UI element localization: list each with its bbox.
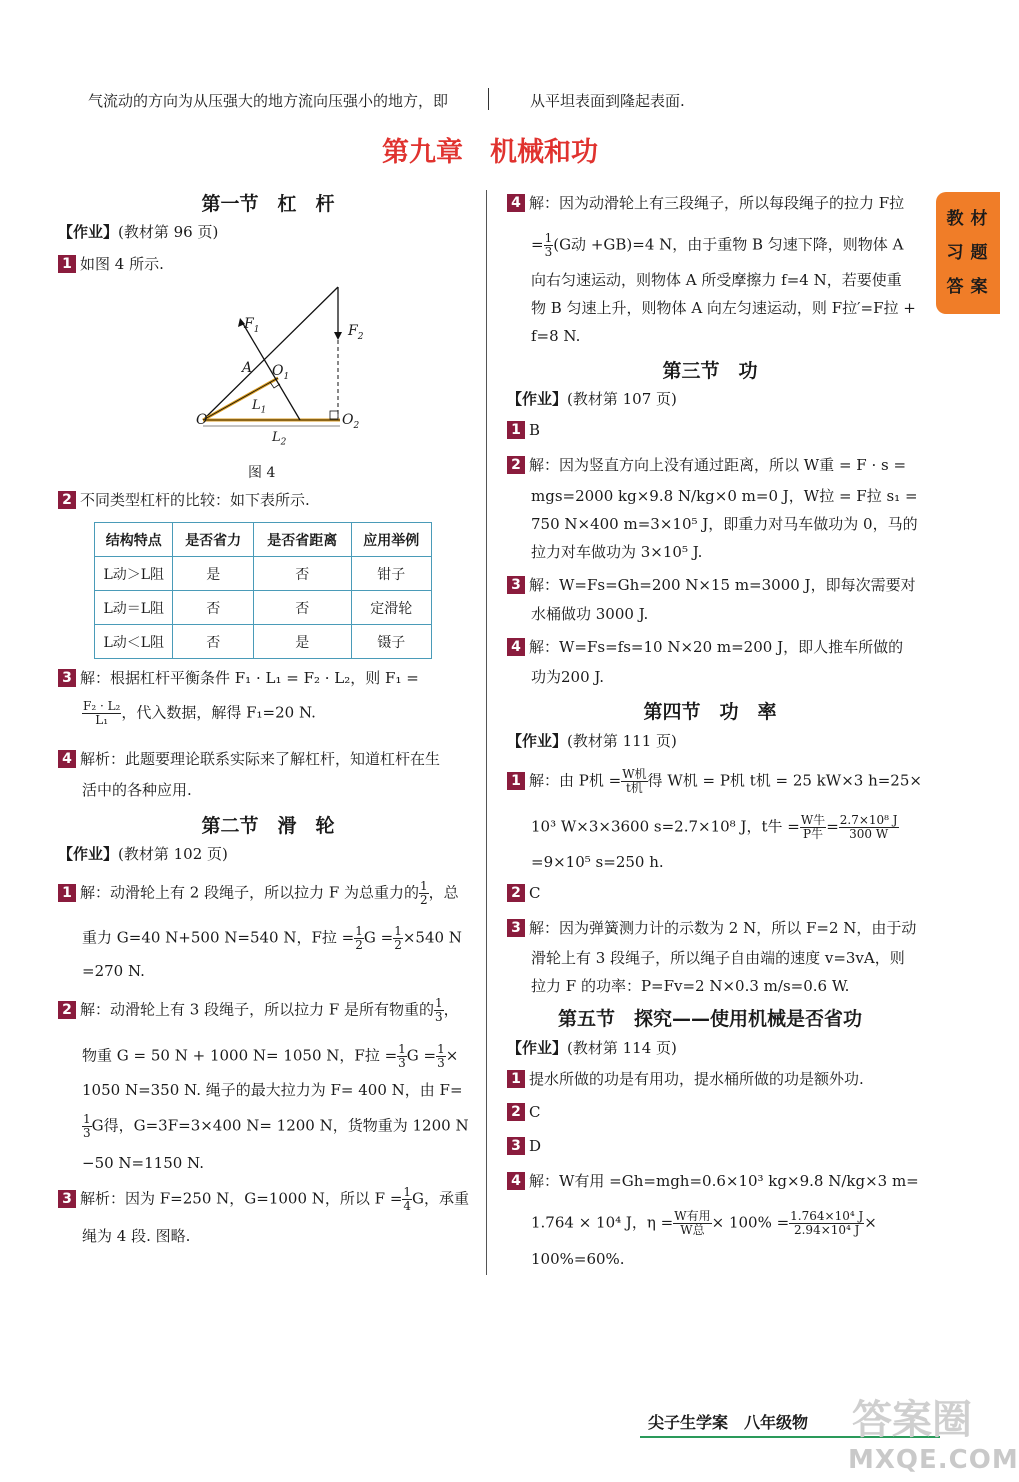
- label-O2: $O_2$: [342, 412, 360, 431]
- answer-line: −50 N=1150 N.: [82, 1154, 204, 1172]
- answer-item: 1 B: [507, 420, 540, 440]
- table-header: 结构特点: [95, 523, 173, 557]
- answer-item: 4 解：W=Fs=fs=10 N×20 m=200 J，即人推车所做的: [507, 637, 903, 657]
- answer-line: 向右匀速运动，则物体 A 所受摩擦力 f=4 N，若要使重: [531, 271, 902, 289]
- answer-line: 1050 N=350 N. 绳子的最大拉力为 F= 400 N，由 F=: [82, 1081, 463, 1099]
- answer-line: mgs=2000 kg×9.8 N/kg×0 m=0 J，W拉 = F拉 s₁ =: [531, 487, 918, 505]
- table-row: L动＜L阻 否 是 镊子: [95, 625, 432, 659]
- answer-item: 3 解：因为弹簧测力计的示数为 2 N，所以 F=2 N，由于动: [507, 918, 916, 938]
- answer-line: 功为200 J.: [531, 668, 605, 686]
- chapter-title: 第九章 机械和功: [382, 137, 598, 168]
- answer-line: 重力 G=40 N+500 N=540 N，F拉 = $\frac{1}{2}$ G = $\frac{1}{2}$ ×540 N: [82, 924, 462, 952]
- label-O: O: [196, 412, 208, 428]
- answer-item: 3 D: [507, 1136, 541, 1156]
- section-title-pulley: 第二节 滑 轮: [201, 815, 335, 837]
- answer-line: 拉力对车做功为 3×10⁵ J.: [531, 543, 703, 561]
- lever-comparison-table: [94, 522, 432, 659]
- side-tab: [936, 192, 1000, 314]
- label-F2: $F_2$: [348, 323, 364, 342]
- label-O1: $O_1$: [272, 363, 290, 382]
- section-title-explore: 第五节 探究——使用机械是否省功: [557, 1008, 862, 1030]
- column-divider: [486, 190, 487, 1275]
- answer-item: 2 解：因为竖直方向上没有通过距离，所以 W重 = F · s =: [507, 455, 906, 475]
- answer-line: = $\frac{1}{3}$ (G动 +GB)=4 N，由于重物 B 匀速下降，则物体 A: [531, 231, 904, 259]
- side-tab-char: 题: [970, 243, 988, 263]
- column-divider-top: [488, 88, 489, 110]
- answer-line: 1.764 × 10⁴ J，η = $\frac{\text{W有用}}{\text{W总}}$ × 100% = $\frac{\text{1.764×10⁴ J}}{\text{2.94×10⁴ J}}$ ×: [531, 1209, 877, 1237]
- table-row: L动＞L阻 是 否 钳子: [95, 557, 432, 591]
- answer-item: 4 解析：此题要理论联系实际来了解杠杆，知道杠杆在生: [58, 749, 440, 769]
- answer-line: =9×10⁵ s=250 h.: [531, 853, 664, 871]
- answer-line: 滑轮上有 3 段绳子，所以绳子自由端的速度 v=3vA，则: [531, 949, 905, 967]
- answer-item: 3 解：根据杠杆平衡条件 F₁ · L₁ = F₂ · L₂，则 F₁ =: [58, 668, 419, 688]
- section-title-power: 第四节 功 率: [643, 701, 777, 723]
- answer-line: 10³ W×3×3600 s=2.7×10⁸ J，t牛 = $\frac{\text{W牛}}{\text{P牛}}$ = $\frac{\text{2.7×10⁸ J}}{300 W}$: [531, 813, 898, 841]
- top-left-text: 气流动的方向为从压强大的地方流向压强小的地方，即: [88, 92, 449, 110]
- figure-caption: 图 4: [248, 465, 276, 481]
- label-A: A: [242, 360, 253, 376]
- answer-line: $\frac{\text{F₂ · L₂}}{\text{L₁}}$ ，代入数据，解得 F₁=20 N.: [83, 699, 316, 727]
- answer-line: 物重 G = 50 N + 1000 N= 1050 N，F拉 = $\frac{1}{3}$ G = $\frac{1}{3}$ ×: [82, 1042, 459, 1070]
- answer-line: $\frac{1}{3}$ G得，G=3F=3×400 N= 1200 N，货物重为 1200 N: [83, 1112, 469, 1140]
- answer-item: 3 解析：因为 F=250 N，G=1000 N，所以 F = $\frac{1}{4}$ G，承重: [58, 1186, 469, 1213]
- answer-item: 2 解：动滑轮上有 3 段绳子，所以拉力 F 是所有物重的 $\frac{1}{3}$ ，: [58, 997, 459, 1024]
- table-row: L动＝L阻 否 否 定滑轮: [95, 591, 432, 625]
- side-tab-char: 习: [946, 243, 964, 263]
- answer-line: =270 N.: [82, 962, 145, 980]
- side-tab-char: 案: [970, 277, 988, 297]
- side-tab-char: 材: [970, 209, 988, 229]
- watermark-logo: 答案圈: [852, 1397, 972, 1443]
- answer-item: 4 解：W有用 =Gh=mgh=0.6×10³ kg×9.8 N/kg×3 m=: [507, 1171, 919, 1191]
- footer-text: 尖子生学案 八年级物: [648, 1413, 809, 1432]
- answer-line: 绳为 4 段. 图略.: [82, 1227, 191, 1245]
- answer-line: 750 N×400 m=3×10⁵ J，即重力对马车做功为 0，马的: [531, 515, 918, 533]
- homework-label: 【作业】(教材第 114 页): [507, 1039, 677, 1057]
- answer-item: 2 C: [507, 883, 540, 903]
- answer-line: 100%=60%.: [531, 1250, 625, 1268]
- section-title-work: 第三节 功: [662, 360, 758, 382]
- answer-item: 1 解：动滑轮上有 2 段绳子，所以拉力 F 为总重力的 $\frac{1}{2}$ ，总: [58, 880, 459, 907]
- homework-label: 【作业】(教材第 96 页): [58, 223, 219, 241]
- answer-item: 4 解：因为动滑轮上有三段绳子，所以每段绳子的拉力 F拉: [507, 193, 904, 213]
- homework-label: 【作业】(教材第 102 页): [58, 845, 228, 863]
- answer-item: 1 提水所做的功是有用功，提水桶所做的功是额外功.: [507, 1069, 864, 1089]
- answer-line: 拉力 F 的功率：P=Fv=2 N×0.3 m/s=0.6 W.: [531, 977, 850, 995]
- label-L1: $L_1$: [252, 398, 267, 416]
- answer-line: 活中的各种应用.: [82, 781, 192, 799]
- table-header: 是否省力: [173, 523, 253, 557]
- answer-item: 3 解：W=Fs=Gh=200 N×15 m=3000 J，即每次需要对: [507, 575, 916, 595]
- answer-line: f=8 N.: [531, 327, 581, 345]
- table-header: 应用举例: [351, 523, 431, 557]
- side-tab-char: 教: [946, 209, 964, 229]
- label-F1: $F_1$: [244, 316, 260, 335]
- answer-item: 2 不同类型杠杆的比较：如下表所示.: [58, 490, 310, 510]
- answer-item: 1 如图 4 所示.: [58, 254, 164, 274]
- answer-line: 水桶做功 3000 J.: [531, 605, 649, 623]
- homework-label: 【作业】(教材第 111 页): [507, 732, 677, 750]
- label-L2: $L_2$: [272, 430, 287, 448]
- section-title-lever: 第一节 杠 杆: [201, 193, 335, 215]
- answer-item: 2 C: [507, 1102, 540, 1122]
- answer-line: 物 B 匀速上升，则物体 A 向左匀速运动，则 F拉′=F拉 +: [531, 299, 916, 317]
- answer-item: 1 解：由 P机 = $\frac{\text{W机}}{\text{t机}}$ 得 W机 = P机 t机 = 25 kW×3 h=25×: [507, 768, 922, 795]
- top-right-text: 从平坦表面到隆起表面.: [530, 92, 685, 110]
- table-header: 是否省距离: [253, 523, 351, 557]
- side-tab-char: 答: [946, 277, 964, 297]
- watermark-url: MXQE.COM: [848, 1445, 1019, 1475]
- homework-label: 【作业】(教材第 107 页): [507, 390, 677, 408]
